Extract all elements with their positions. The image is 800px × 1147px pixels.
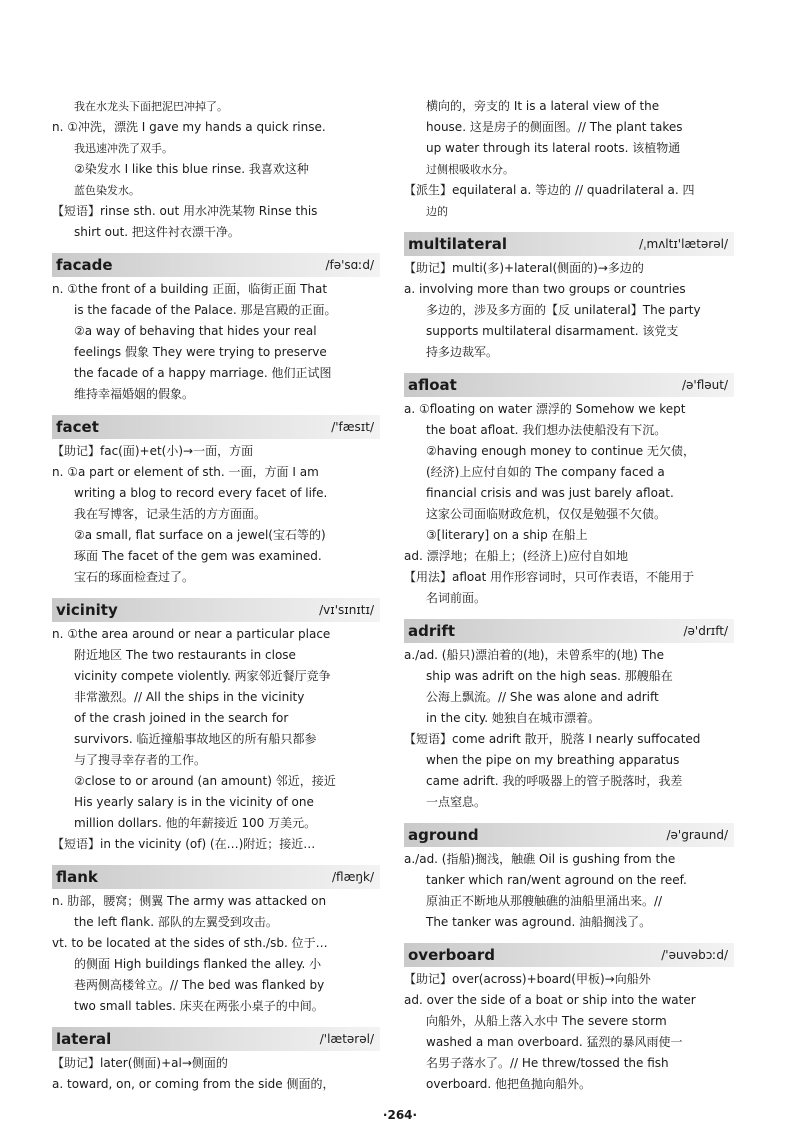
- entry-header: [404, 373, 734, 397]
- definition-line: a. involving more than two groups or countries: [404, 282, 686, 296]
- headword: vicinity: [56, 601, 118, 619]
- definition-line: came adrift. 我的呼吸器上的管子脱落时，我差: [426, 774, 683, 788]
- definition-line: feelings 假象 They were trying to preserve: [74, 345, 327, 359]
- entry-header: [52, 253, 380, 277]
- entry-header: [404, 823, 734, 847]
- definition-line: 【助记】multi(多)+lateral(侧面的)→多边的: [404, 261, 644, 275]
- definition-line: 琢面 The facet of the gem was examined.: [74, 549, 322, 563]
- definition-line: 名词前面。: [426, 591, 487, 605]
- definition-line: 维持幸福婚姻的假象。: [74, 387, 195, 401]
- entry-header: [404, 619, 734, 643]
- definition-line: 名男子落水了。// He threw/tossed the fish: [426, 1056, 669, 1070]
- definition-line: a./ad. (船只)漂泊着的(地)，未曾系牢的(地) The: [404, 648, 665, 662]
- headword: lateral: [56, 1030, 112, 1048]
- definition-line: a./ad. (指船)搁浅，触礁 Oil is gushing from the: [404, 852, 676, 866]
- definition-line: ②a way of behaving that hides your real: [74, 324, 317, 338]
- definition-line: 公海上飘流。// She was alone and adrift: [426, 690, 659, 704]
- phonetic: /'lætərəl/: [319, 1032, 374, 1046]
- definition-line: ad. 漂浮地；在船上；(经济上)应付自如地: [404, 549, 628, 563]
- definition-line: the left flank. 部队的左翼受到攻击。: [74, 915, 278, 929]
- entry-header: [52, 865, 380, 889]
- definition-line: financial crisis and was just barely afloat.: [426, 486, 674, 500]
- definition-line: vt. to be located at the sides of sth./sb. 位于…: [52, 936, 328, 950]
- definition-line: ad. over the side of a boat or ship into the water: [404, 993, 696, 1007]
- body-line: 蓝色染发水。: [74, 184, 140, 197]
- phonetic: /'fæsɪt/: [331, 420, 374, 434]
- definition-line: 持多边裁军。: [426, 345, 499, 359]
- headword: afloat: [408, 376, 457, 394]
- body-line: 我迅速冲洗了双手。: [74, 142, 173, 155]
- definition-line: 【助记】over(across)+board(甲板)→向船外: [404, 972, 651, 986]
- definition-line: ③[literary] on a ship 在船上: [426, 528, 588, 542]
- definition-line: 向船外，从船上落入水中 The severe storm: [426, 1014, 667, 1028]
- definition-line: 巷两侧高楼耸立。// The bed was flanked by: [74, 978, 325, 992]
- definition-line: n. ①the front of a building 正面，临街正面 That: [52, 282, 328, 296]
- definition-line: in the city. 她独自在城市漂着。: [426, 711, 600, 725]
- definition-line: tanker which ran/went aground on the reef.: [426, 873, 687, 887]
- headword: facet: [56, 418, 99, 436]
- phonetic: /ˌmʌltɪ'lætərəl/: [639, 237, 728, 251]
- headword: flank: [56, 868, 98, 886]
- body-line: 横向的，旁支的 It is a lateral view of the: [426, 99, 660, 113]
- definition-line: 【短语】in the vicinity (of) (在…)附近；接近…: [52, 837, 316, 851]
- body-line: n. ①冲洗，漂洗 I gave my hands a quick rinse.: [52, 120, 326, 134]
- body-line: 过侧根吸收水分。: [426, 163, 514, 176]
- definition-line: survivors. 临近撞船事故地区的所有船只都参: [74, 732, 317, 746]
- definition-line: 【用法】afloat 用作形容词时，只可作表语，不能用于: [404, 570, 695, 584]
- body-line: 【派生】equilateral a. 等边的 // quadrilateral a. 四: [404, 183, 695, 197]
- definition-line: His yearly salary is in the vicinity of one: [74, 795, 314, 809]
- definition-line: 一点窒息。: [426, 795, 487, 809]
- left-column: [52, 96, 380, 1095]
- definition-line: overboard. 他把鱼抛向船外。: [426, 1077, 592, 1091]
- definition-line: two small tables. 床夹在两张小桌子的中间。: [74, 999, 324, 1013]
- phonetic: /flæŋk/: [332, 870, 374, 884]
- definition-line: 原油正不断地从那艘触礁的油船里涌出来。//: [426, 894, 663, 908]
- definition-line: a. ①floating on water 漂浮的 Somehow we kept: [404, 402, 686, 416]
- phonetic: /ə'drɪft/: [683, 624, 728, 638]
- definition-line: vicinity compete violently. 两家邻近餐厅竞争: [74, 669, 331, 683]
- definition-line: 的侧面 High buildings flanked the alley. 小: [74, 957, 322, 971]
- headword: overboard: [408, 946, 495, 964]
- definition-line: 多边的，涉及多方面的【反 unilateral】The party: [426, 303, 701, 317]
- definition-line: ship was adrift on the high seas. 那艘船在: [426, 669, 673, 683]
- definition-line: ②a small, flat surface on a jewel(宝石等的): [74, 528, 326, 542]
- phonetic: /fə'sɑːd/: [325, 258, 374, 272]
- headword: aground: [408, 826, 479, 844]
- headword: multilateral: [408, 235, 508, 253]
- body-line: up water through its lateral roots. 该植物通: [426, 141, 681, 155]
- body-line: 【短语】rinse sth. out 用水冲洗某物 Rinse this: [52, 204, 318, 218]
- definition-line: n. ①the area around or near a particular place: [52, 627, 331, 641]
- definition-line: when the pipe on my breathing apparatus: [426, 753, 680, 767]
- page-number: ·264·: [382, 1108, 418, 1122]
- definition-line: 【助记】fac(面)+et(小)→一面，方面: [52, 444, 254, 458]
- entry-header: [404, 232, 734, 256]
- definition-line: supports multilateral disarmament. 该党支: [426, 324, 679, 338]
- definition-line: a. toward, on, or coming from the side 侧面的，: [52, 1077, 335, 1091]
- definition-line: n. 肋部，腰窝；侧翼 The army was attacked on: [52, 894, 327, 908]
- right-column: [404, 96, 734, 1095]
- definition-line: ②close to or around (an amount) 邻近，接近: [74, 774, 336, 788]
- definition-line: 非常激烈。// All the ships in the vicinity: [74, 690, 305, 704]
- body-line: 我在水龙头下面把泥巴冲掉了。: [74, 100, 228, 113]
- body-line: ②染发水 I like this blue rinse. 我喜欢这种: [74, 162, 309, 176]
- definition-line: The tanker was aground. 油船搁浅了。: [426, 915, 652, 929]
- body-line: shirt out. 把这件衬衣漂干净。: [74, 225, 240, 239]
- body-line: 边的: [426, 205, 448, 218]
- phonetic: /'əuvəbɔːd/: [661, 948, 728, 962]
- definition-line: 这家公司面临财政危机，仅仅是勉强不欠债。: [426, 507, 667, 521]
- definition-line: the facade of a happy marriage. 他们正试图: [74, 366, 332, 380]
- definition-line: 附近地区 The two restaurants in close: [74, 648, 296, 662]
- definition-line: 与了搜寻幸存者的工作。: [74, 753, 207, 767]
- definition-line: n. ①a part or element of sth. 一面，方面 I am: [52, 465, 319, 479]
- headword: facade: [56, 256, 113, 274]
- definition-line: (经济)上应付自如的 The company faced a: [426, 465, 665, 479]
- entry-header: [52, 1027, 380, 1051]
- phonetic: /vɪ'sɪnɪtɪ/: [319, 603, 374, 617]
- definition-line: ②having enough money to continue 无欠债，: [426, 444, 695, 458]
- definition-line: million dollars. 他的年薪接近 100 万美元。: [74, 816, 317, 830]
- definition-line: 【助记】later(侧面)+al→侧面的: [52, 1056, 228, 1070]
- entry-header: [52, 598, 380, 622]
- definition-line: is the facade of the Palace. 那是宫殿的正面。: [74, 303, 337, 317]
- body-line: house. 这是房子的侧面图。// The plant takes: [426, 120, 683, 134]
- definition-line: of the crash joined in the search for: [74, 711, 289, 725]
- definition-line: 【短语】come adrift 散开，脱落 I nearly suffocated: [404, 732, 701, 746]
- definition-line: the boat afloat. 我们想办法使船没有下沉。: [426, 423, 667, 437]
- entry-header: [52, 415, 380, 439]
- entry-header: [404, 943, 734, 967]
- phonetic: /ə'graund/: [666, 828, 728, 842]
- headword: adrift: [408, 622, 456, 640]
- definition-line: 我在写博客，记录生活的方方面面。: [74, 507, 267, 521]
- definition-line: 宝石的琢面检查过了。: [74, 570, 195, 584]
- definition-line: writing a blog to record every facet of life.: [74, 486, 328, 500]
- definition-line: washed a man overboard. 猛烈的暴风雨使一: [426, 1035, 683, 1049]
- phonetic: /ə'fləut/: [681, 378, 728, 392]
